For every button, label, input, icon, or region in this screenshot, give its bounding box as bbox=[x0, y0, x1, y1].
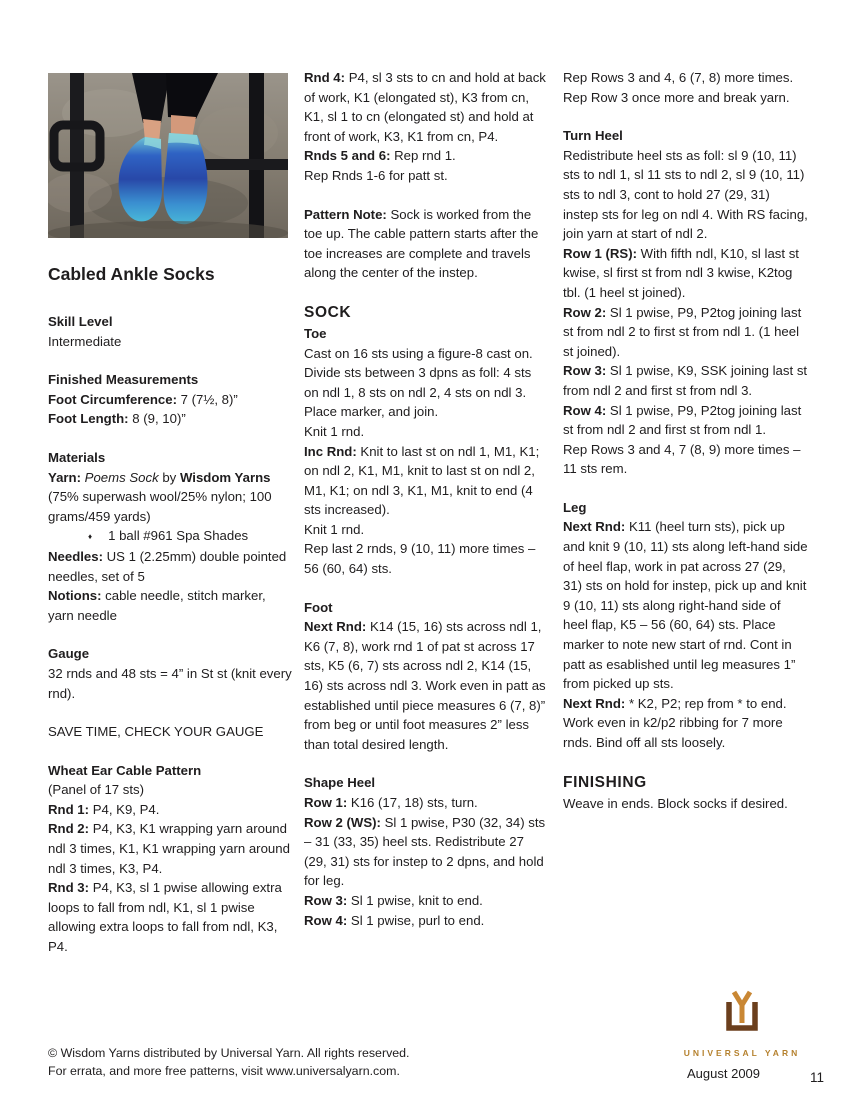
issue-date: August 2009 bbox=[687, 1066, 761, 1081]
pattern-text: Foot Length: 8 (9, 10)” bbox=[48, 411, 186, 427]
subsection-heading: Wheat Ear Cable Pattern bbox=[48, 762, 202, 778]
spacer bbox=[48, 625, 293, 644]
spacer bbox=[304, 283, 547, 302]
footer-copyright bbox=[48, 1044, 410, 1080]
universal-yarn-logo bbox=[672, 990, 812, 1063]
pattern-text: Row 3: Sl 1 pwise, knit to end. bbox=[304, 892, 483, 908]
pattern-text: Next Rnd: K14 (15, 16) sts across ndl 1, K6 (7, 8), work rnd 1 of pat st across 17 sts, K5 (6, 7) sts across ndl 2, K14 (15, 16) sts across ndl 3. Work even in patt as established until piece measures 6 (7, 8)” from beg or until foot measures 2” less than total desired length. bbox=[304, 619, 546, 752]
pattern-text: Row 4: Sl 1 pwise, purl to end. bbox=[304, 912, 485, 928]
pattern-text: Intermediate bbox=[48, 333, 122, 349]
pattern-text: Notions: cable needle, stitch marker, yarn needle bbox=[48, 588, 266, 623]
pattern-text: Pattern Note: Sock is worked from the toe up. The cable pattern starts after the toe increases are complete and travels along the center of the instep. bbox=[304, 206, 539, 281]
spacer bbox=[48, 703, 293, 722]
pattern-text: Row 3: Sl 1 pwise, K9, SSK joining last st from ndl 2 and first st from ndl 3. bbox=[563, 363, 808, 398]
pattern-text: Row 1: K16 (17, 18) sts, turn. bbox=[304, 795, 478, 810]
pattern-text: Rep Rows 3 and 4, 6 (7, 8) more times. bbox=[563, 70, 794, 85]
column-right bbox=[563, 68, 808, 813]
pattern-text: 32 rnds and 48 sts = 4” in St st (knit every rnd). bbox=[48, 665, 292, 701]
sock-photo-illustration bbox=[48, 73, 288, 238]
column-middle bbox=[304, 68, 547, 930]
pattern-text: Needles: US 1 (2.25mm) double pointed needles, set of 5 bbox=[48, 548, 287, 584]
pattern-text: Rnd 1: P4, K9, P4. bbox=[48, 801, 160, 817]
spacer bbox=[48, 429, 293, 448]
subsection-heading: Toe bbox=[304, 325, 327, 341]
page-title: Cabled Ankle Socks bbox=[48, 264, 215, 284]
spacer bbox=[48, 742, 293, 761]
column-left bbox=[48, 312, 293, 957]
pattern-text: Rnd 4: P4, sl 3 sts to cn and hold at back of work, K1 (elongated st), K3 from cn, K1, sl 1 to cn (elongated st) and hold at front of work, K3, K1 from cn, P4. bbox=[304, 70, 546, 144]
spacer bbox=[304, 186, 547, 205]
pattern-text: (Panel of 17 sts) bbox=[48, 782, 145, 798]
pattern-text: Rep Rows 3 and 4, 7 (8, 9) more times – 11 sts rem. bbox=[563, 441, 801, 477]
bullet-item bbox=[48, 526, 293, 547]
pattern-text: Next Rnd: * K2, P2; rep from * to end. Work even in k2/p2 ribbing for 7 more rnds. Bind off all sts loosely. bbox=[563, 695, 787, 750]
subsection-heading: Skill Level bbox=[48, 314, 113, 329]
spacer bbox=[563, 753, 808, 772]
pattern-text: Rep last 2 rnds, 9 (10, 11) more times – 56 (60, 64) sts. bbox=[304, 541, 536, 577]
pattern-text: Row 2 (WS): Sl 1 pwise, P30 (32, 34) sts – 31 (33, 35) heel sts. Redistribute 27 (29, 31) sts for instep to 2 dpns, and hold for leg. bbox=[304, 814, 546, 889]
spacer bbox=[563, 479, 808, 498]
spacer bbox=[304, 579, 547, 598]
pattern-text: Next Rnd: K11 (heel turn sts), pick up and knit 9 (10, 11) sts along left-hand side of heel flap, work in pat across 27 (29, 31) sts on hold for instep, pick up and knit 9 (10, 11) sts along right-hand side of heel flap, K5 – 56 (60, 64) sts. Place marker to note new start of rnd. Cont in patt as esablished until leg measures 1” from picked up sts. bbox=[563, 519, 808, 692]
pattern-text: Redistribute heel sts as foll: sl 9 (10, 11) sts to ndl 1, sl 11 sts to ndl 2, sl 9 (10, 11) sts to ndl 3, cont to hold 27 (29, 31) instep sts for leg on ndl 4. With RS facing, join yarn at start of ndl 2. bbox=[563, 147, 808, 242]
pattern-text: Rnd 2: P4, K3, K1 wrapping yarn around ndl 3 times, K1, K1 wrapping yarn around ndl 3 times, K3, P4. bbox=[48, 821, 290, 876]
universal-yarn-logo-text: UNIVERSAL YARN bbox=[683, 1047, 801, 1058]
subsection-heading: Finished Measurements bbox=[48, 372, 199, 388]
universal-yarn-monogram-icon bbox=[720, 990, 764, 1032]
pattern-text: Rep Rnds 1-6 for patt st. bbox=[304, 167, 448, 183]
subsection-heading: Leg bbox=[563, 499, 587, 515]
subsection-heading: Foot bbox=[304, 599, 333, 615]
pattern-text: Knit 1 rnd. bbox=[304, 423, 365, 439]
pattern-text: Cast on 16 sts using a figure-8 cast on. Divide sts between 3 dpns as foll: 4 sts on ndl 1, 8 sts on ndl 2, 4 sts on ndl 3. Place marker, and join. bbox=[304, 345, 533, 420]
errata-line: For errata, and more free patterns, visit www.universalyarn.com. bbox=[48, 1064, 400, 1078]
pattern-text: Knit 1 rnd. bbox=[304, 521, 365, 537]
bullet-text: 1 ball #961 Spa Shades bbox=[108, 528, 249, 544]
pattern-text: Row 4: Sl 1 pwise, P9, P2tog joining last st from ndl 2 and first st from ndl 1. bbox=[563, 402, 802, 438]
bullet-diamond-icon: ♦ bbox=[88, 532, 93, 542]
section-heading: SOCK bbox=[304, 303, 352, 321]
pattern-text: Row 2: Sl 1 pwise, P9, P2tog joining last st from ndl 2 to first st from ndl 1. (1 heel st joined). bbox=[563, 304, 802, 359]
copyright-line: © Wisdom Yarns distributed by Universal Yarn. All rights reserved. bbox=[48, 1046, 410, 1060]
pattern-text: Inc Rnd: Knit to last st on ndl 1, M1, K1; on ndl 2, K1, M1, knit to last st on ndl 2, M1, K1; on ndl 3, K1, M1, knit to end (4 sts increased). bbox=[304, 443, 540, 518]
pattern-text: Row 1 (RS): With fifth ndl, K10, sl last st kwise, sl first st from ndl 3 kwise, K2tog tbl. (1 heel st joined). bbox=[563, 245, 799, 300]
spacer bbox=[48, 351, 293, 370]
pattern-text: Weave in ends. Block socks if desired. bbox=[563, 795, 788, 811]
pattern-text: Yarn: Poems Sock by Wisdom Yarns (75% superwash wool/25% nylon; 100 grams/459 yards) bbox=[48, 469, 272, 524]
subsection-heading: Gauge bbox=[48, 646, 90, 662]
section-heading: FINISHING bbox=[563, 773, 647, 791]
pattern-text: Rep Row 3 once more and break yarn. bbox=[563, 89, 790, 105]
pattern-text: Foot Circumference: 7 (7½, 8)” bbox=[48, 391, 238, 407]
subsection-heading: Shape Heel bbox=[304, 775, 376, 791]
subsection-heading: Turn Heel bbox=[563, 128, 623, 144]
page-number: 11 bbox=[810, 1070, 825, 1085]
pattern-text: Rnd 3: P4, K3, sl 1 pwise allowing extra loops to fall from ndl, K1, sl 1 pwise allowing extra loops to fall from ndl, K3, P4. bbox=[48, 880, 282, 955]
pattern-text: Rnds 5 and 6: Rep rnd 1. bbox=[304, 148, 456, 164]
sock-photo bbox=[48, 73, 288, 238]
spacer bbox=[304, 754, 547, 773]
subsection-heading: Materials bbox=[48, 449, 106, 465]
spacer bbox=[563, 107, 808, 126]
pattern-text: SAVE TIME, CHECK YOUR GAUGE bbox=[48, 724, 264, 740]
